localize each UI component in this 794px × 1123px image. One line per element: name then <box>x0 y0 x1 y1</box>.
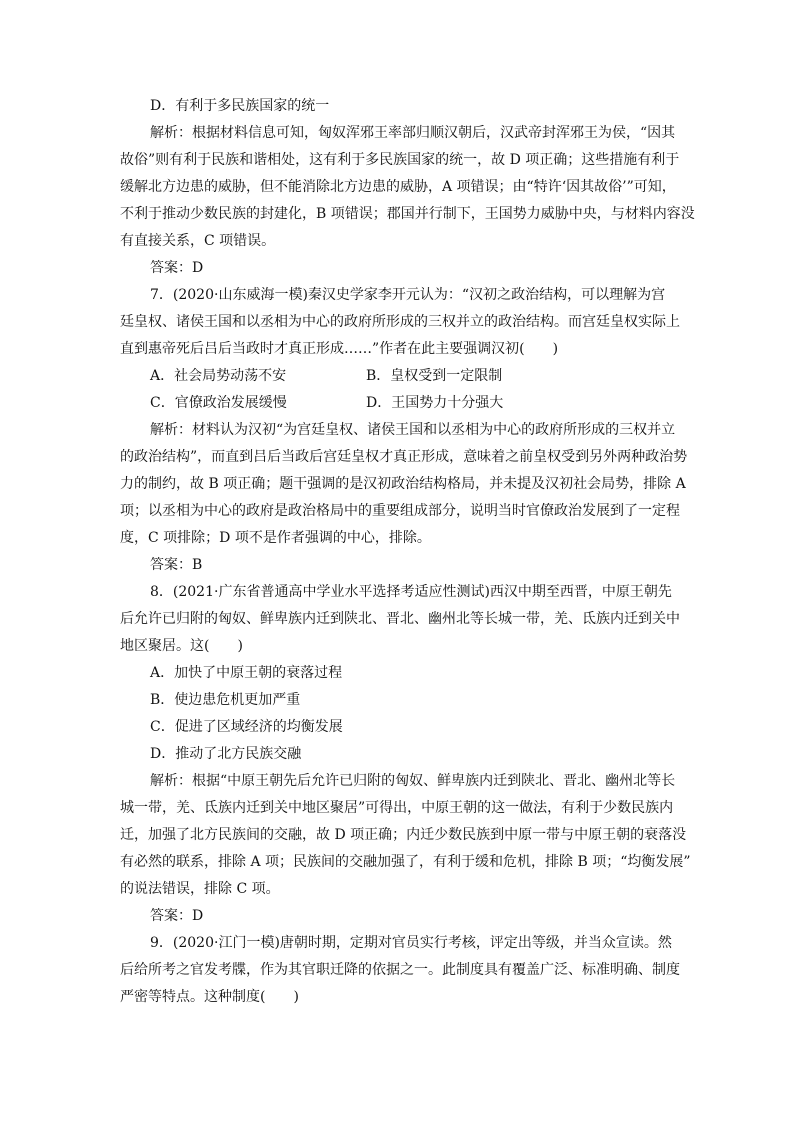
q7-stem-line: 廷皇权、诸侯王国和以丞相为中心的政府所形成的三权并立的政治结构。而宫廷皇权实际上 <box>120 314 680 330</box>
q7-answer: 答案：B <box>150 557 203 573</box>
q9-stem-line: 9．(2020·江门一模)唐朝时期，定期对官员实行考核，评定出等级，并当众宣读。然 <box>150 935 672 951</box>
q7-analysis <box>120 417 688 552</box>
q8-option-a: A．加快了中原王朝的衰落过程 <box>150 665 343 681</box>
q9-stem-line: 严密等特点。这种制度( ) <box>120 989 299 1005</box>
q6-answer: 答案：D <box>150 260 204 276</box>
q7-analysis-line: 力的制约，故 B 项正确；题干强调的是汉初政治结构格局，并未提及汉初社会局势，排除 A <box>120 476 686 492</box>
q8-stem-line: 地区聚居。这( ) <box>120 638 243 654</box>
q8-stem-line: 8．(2021·广东省普通高中学业水平选择考适应性测试)西汉中期至西晋，中原王朝先 <box>150 584 672 600</box>
q8-analysis-line: 解析：根据“中原王朝先后允许已归附的匈奴、鲜卑族内迁到陕北、晋北、幽州北等长 <box>150 773 676 789</box>
q8-option-c: C．促进了区域经济的均衡发展 <box>150 719 343 735</box>
q8-analysis-line: 城一带，羌、氐族内迁到关中地区聚居”可得出，中原王朝的这一做法，有利于少数民族内 <box>120 800 674 816</box>
document-body <box>120 93 695 1011</box>
q7-option-row <box>148 390 666 417</box>
q7-option-b: B．皇权受到一定限制 <box>366 368 503 384</box>
q8-analysis-line: 有必然的联系，排除 A 项；民族间的交融加强了，有利于缓和危机，排除 B 项；“均衡发展” <box>120 854 691 870</box>
q7-option-a: A．社会局势动荡不安 <box>150 368 287 384</box>
q6-analysis-line: 故俗”则有利于民族和谐相处，这有利于多民族国家的统一，故 D 项正确；这些措施有利于 <box>120 152 680 168</box>
q6-analysis-line: 不利于推动少数民族的封建化，B 项错误；郡国并行制下，王国势力威胁中央，与材料内容没 <box>120 206 695 222</box>
q7-options <box>148 363 666 417</box>
q7-analysis-line: 项；以丞相为中心的政府是政治格局中的重要组成部分，说明当时官僚政治发展到了一定程 <box>120 503 680 519</box>
q8-stem <box>120 579 680 660</box>
q6-option-d: D．有利于多民族国家的统一 <box>150 98 330 114</box>
q8-option-b: B．使边患危机更加严重 <box>150 692 301 708</box>
q8-stem-line: 后允许已归附的匈奴、鲜卑族内迁到陕北、晋北、幽州北等长城一带，羌、氐族内迁到关中 <box>120 611 680 627</box>
q6-analysis-line: 有直接关系，C 项错误。 <box>120 233 276 249</box>
q8-answer: 答案：D <box>150 908 204 924</box>
q7-analysis-line: 的政治结构”，而直到吕后当政后宫廷皇权才真正形成，意味着之前皇权受到另外两种政治势 <box>120 449 688 465</box>
q6-analysis-line: 缓解北方边患的威胁，但不能消除北方边患的威胁，A 项错误；由“特许‘因其故俗’”可知， <box>120 179 676 195</box>
q9-stem <box>120 930 680 1011</box>
q6-analysis-line: 解析：根据材料信息可知，匈奴浑邪王率部归顺汉朝后，汉武帝封浑邪王为侯，“因其 <box>150 125 676 141</box>
q6-analysis <box>120 120 695 255</box>
q7-option-d: D．王国势力十分强大 <box>366 395 504 411</box>
q7-option-row <box>148 363 666 390</box>
q7-analysis-line: 度，C 项排除；D 项不是作者强调的中心，排除。 <box>120 530 431 546</box>
q7-stem-line: 7．(2020·山东威海一模)秦汉史学家李开元认为：“汉初之政治结构，可以理解为宫 <box>150 287 666 303</box>
q8-analysis-line: 迁，加强了北方民族间的交融，故 D 项正确；内迁少数民族到中原一带与中原王朝的衰落没 <box>120 827 687 843</box>
q7-option-c: C．官僚政治发展缓慢 <box>150 395 287 411</box>
q7-stem <box>120 282 680 363</box>
q8-options <box>148 660 666 768</box>
q8-analysis <box>120 768 691 903</box>
q8-option-d: D．推动了北方民族交融 <box>150 746 302 762</box>
q9-stem-line: 后给所考之官发考牒，作为其官职迁降的依据之一。此制度具有覆盖广泛、标准明确、制度 <box>120 962 680 978</box>
q8-analysis-line: 的说法错误，排除 C 项。 <box>120 881 280 897</box>
q7-analysis-line: 解析：材料认为汉初“为宫廷皇权、诸侯王国和以丞相为中心的政府所形成的三权并立 <box>150 422 676 438</box>
q7-stem-line: 直到惠帝死后吕后当政时才真正形成……”作者在此主要强调汉初( ) <box>120 341 559 357</box>
